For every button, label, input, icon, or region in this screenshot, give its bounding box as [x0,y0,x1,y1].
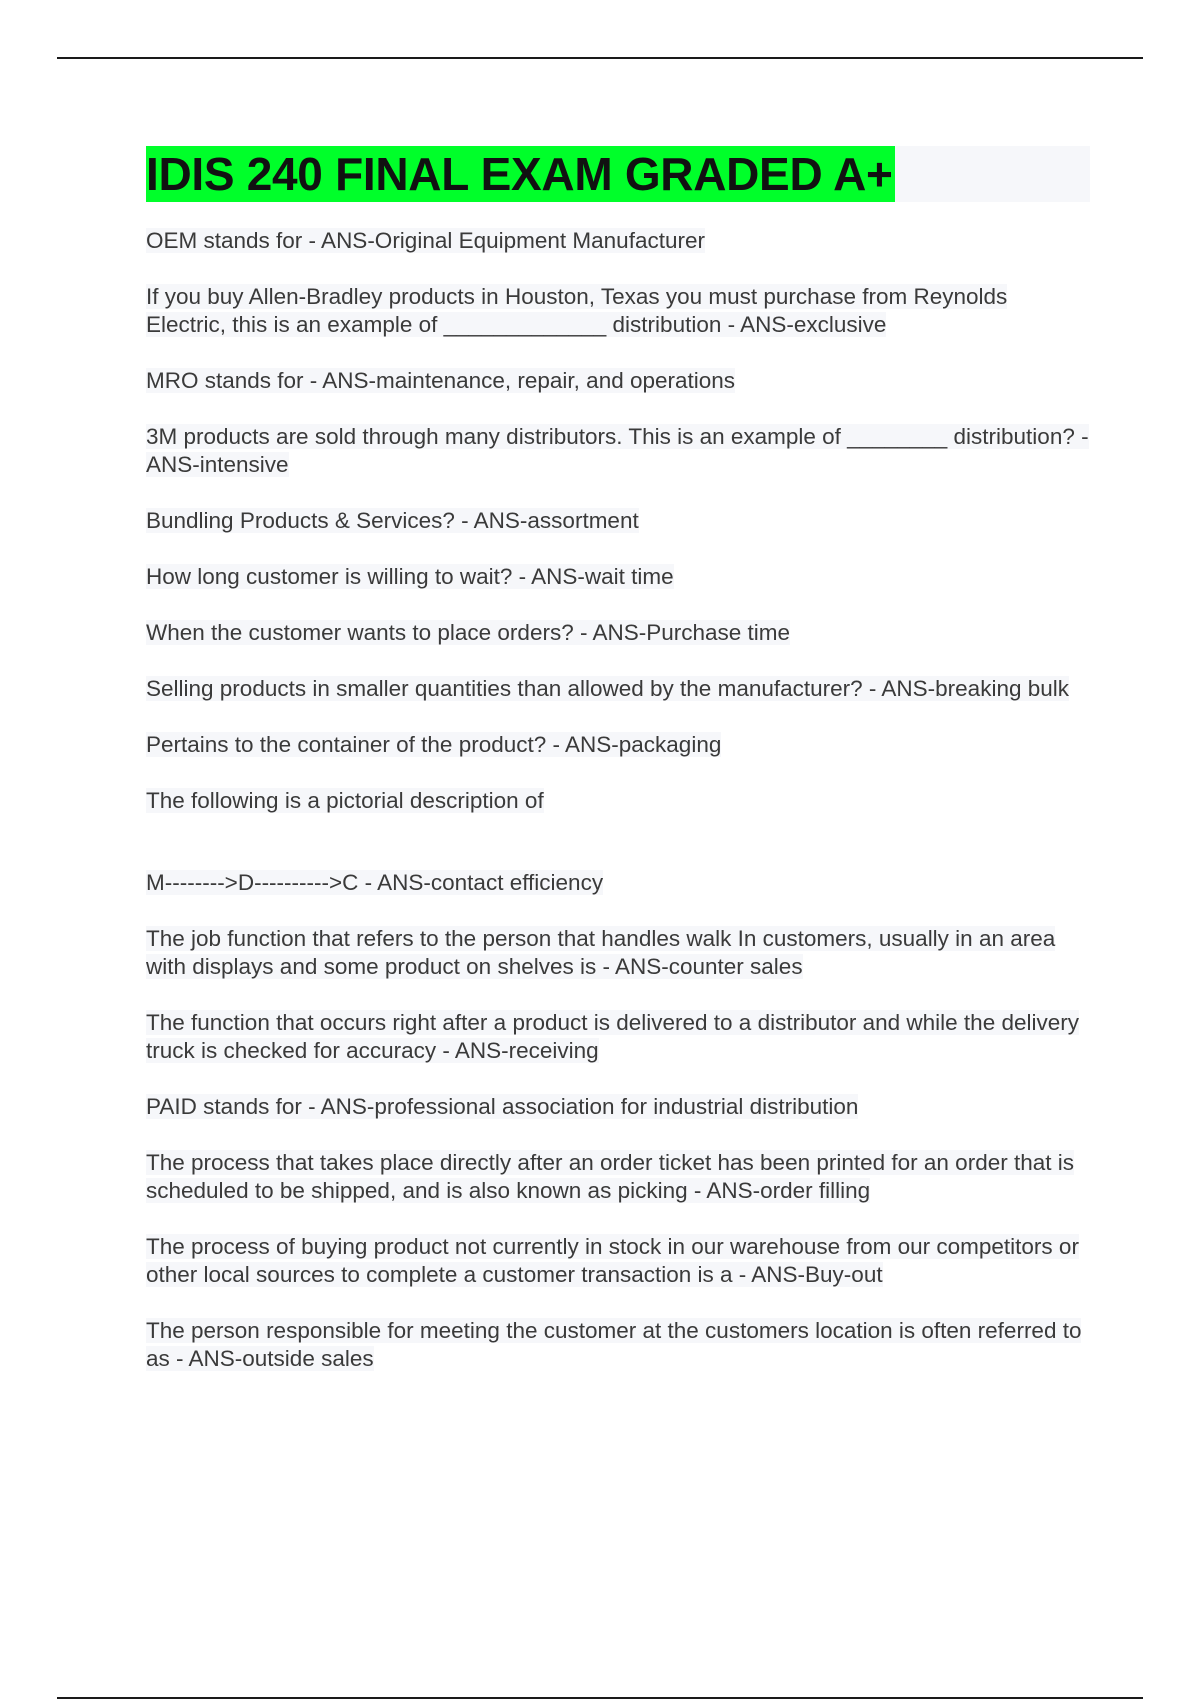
question-item [146,1149,1090,1205]
question-text: If you buy Allen-Bradley products in Houston, Texas you must purchase from Reynolds Electric, this is an example of _____________ distribution - ANS-exclusive [146,284,1008,337]
question-text: M-------->D---------->C - ANS-contact efficiency [146,870,604,895]
question-text: Selling products in smaller quantities than allowed by the manufacturer? - ANS-breaking bulk [146,676,1069,701]
question-item [146,367,1090,395]
document-body [146,146,1090,1401]
question-item [146,227,1090,255]
question-text: The following is a pictorial description of [146,788,544,813]
question-item [146,283,1090,339]
question-item [146,563,1090,591]
question-item [146,423,1090,479]
question-text: Pertains to the container of the product? - ANS-packaging [146,732,722,757]
question-text: The process that takes place directly after an order ticket has been printed for an order that is scheduled to be shipped, and is also known as picking - ANS-order filling [146,1150,1074,1203]
question-list [146,227,1090,1373]
question-text: OEM stands for - ANS-Original Equipment Manufacturer [146,228,705,253]
question-item [146,925,1090,981]
question-text: The person responsible for meeting the customer at the customers location is often referred to as - ANS-outside sales [146,1318,1082,1371]
question-text: When the customer wants to place orders? - ANS-Purchase time [146,620,791,645]
document-title: IDIS 240 FINAL EXAM GRADED A+ [146,148,893,200]
question-item [146,507,1090,535]
question-item [146,869,1090,897]
question-text: PAID stands for - ANS-professional association for industrial distribution [146,1094,859,1119]
question-item [146,787,1090,815]
question-item [146,731,1090,759]
question-item [146,1317,1090,1373]
question-text: MRO stands for - ANS-maintenance, repair, and operations [146,368,736,393]
question-text: How long customer is willing to wait? - ANS-wait time [146,564,674,589]
top-rule [57,57,1143,59]
question-item [146,1233,1090,1289]
bottom-rule [57,1697,1143,1699]
question-text: The function that occurs right after a product is delivered to a distributor and while the delivery truck is checked for accuracy - ANS-receiving [146,1010,1079,1063]
question-text: Bundling Products & Services? - ANS-assortment [146,508,639,533]
question-item [146,619,1090,647]
question-text: The process of buying product not currently in stock in our warehouse from our competitors or other local sources to complete a customer transaction is a - ANS-Buy-out [146,1234,1079,1287]
question-text: 3M products are sold through many distributors. This is an example of ________ distribution? - ANS-intensive [146,424,1089,477]
question-item [146,1093,1090,1121]
question-item [146,1009,1090,1065]
question-text: The job function that refers to the person that handles walk In customers, usually in an area with displays and some product on shelves is - ANS-counter sales [146,926,1056,979]
title-bar [146,146,1090,202]
question-item [146,675,1090,703]
